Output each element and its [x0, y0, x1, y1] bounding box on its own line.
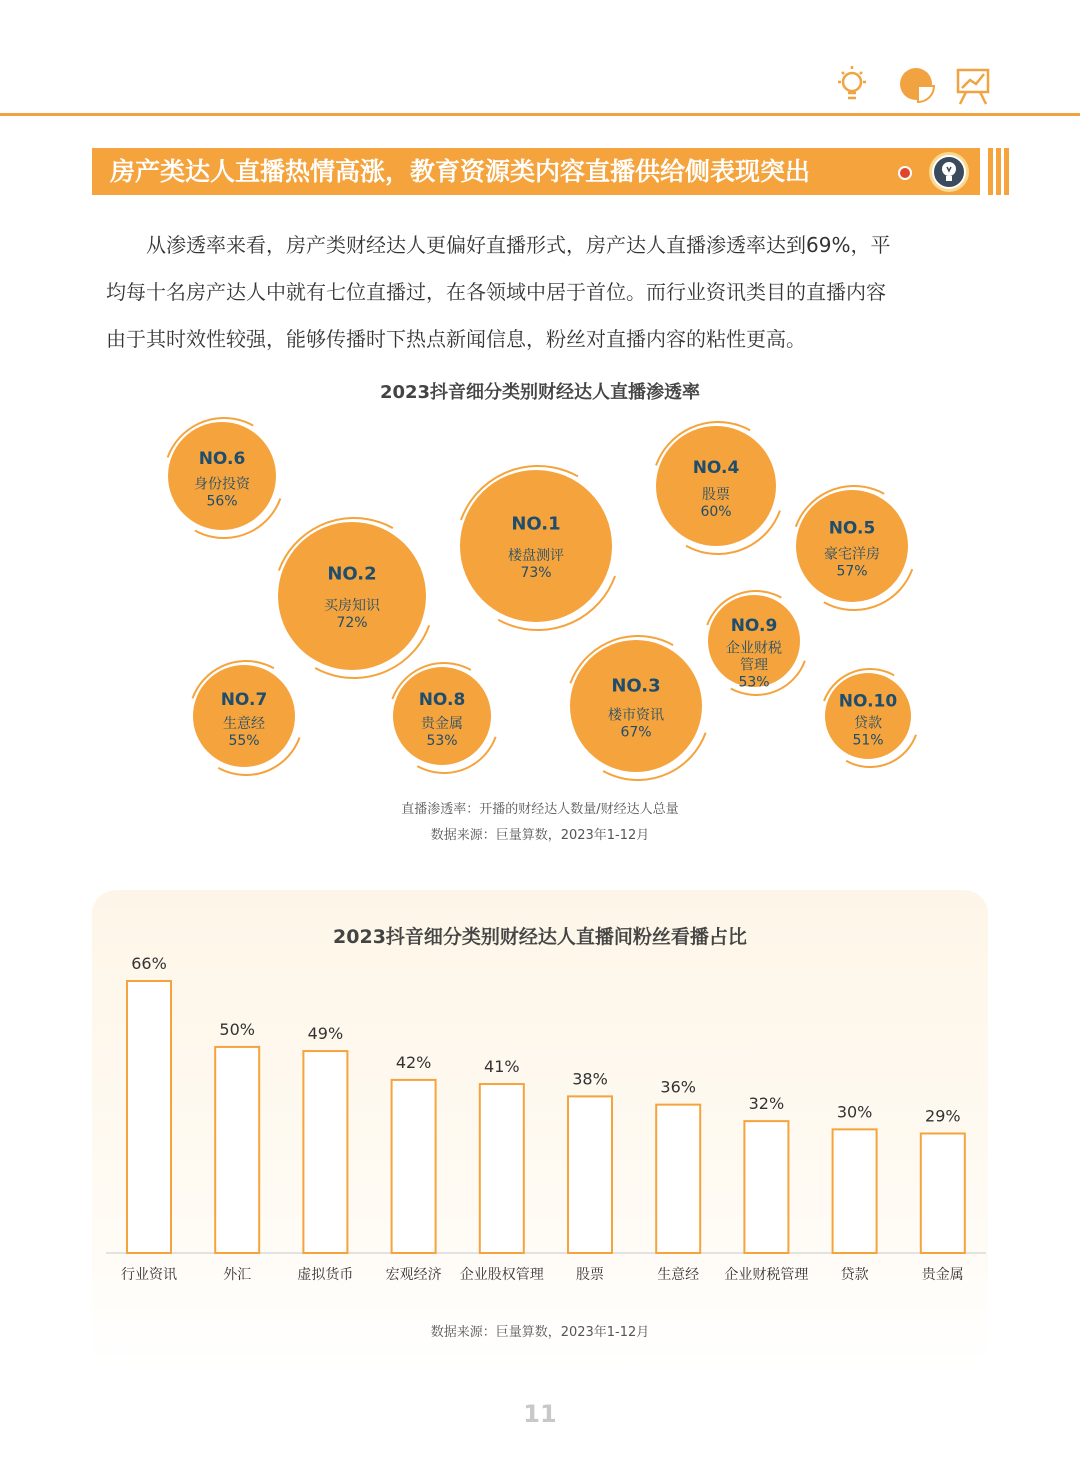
bubble-chart-title: 2023抖音细分类别财经达人直播渗透率 — [379, 382, 701, 403]
bubble-value: 55% — [228, 733, 260, 750]
bar-value-label: 42% — [395, 1052, 432, 1072]
bubble-rank: NO.4 — [692, 457, 740, 478]
bar-category-label: 外汇 — [223, 1267, 252, 1283]
bar-category-label: 行业资讯 — [121, 1267, 177, 1283]
bubble-rank: NO.9 — [730, 615, 778, 636]
bubble-rank: NO.7 — [220, 689, 268, 710]
bubble-category: 生意经 — [223, 716, 265, 733]
bar-value-label: 38% — [572, 1069, 608, 1089]
bubble-category: 管理 — [740, 657, 768, 674]
bar-category-label: 股票 — [576, 1267, 604, 1283]
bubble-rank: NO.6 — [198, 449, 246, 470]
presentation-icon — [958, 70, 988, 104]
bar-category-label: 生意经 — [657, 1267, 700, 1283]
bubble-category: 楼盘测评 — [508, 548, 564, 565]
bar — [127, 981, 171, 1253]
bar — [568, 1096, 612, 1253]
bar-value-label: 30% — [836, 1102, 873, 1122]
page-number: 11 — [523, 1400, 557, 1428]
bubble-rank: NO.2 — [327, 563, 377, 585]
bubble-rank: NO.10 — [838, 691, 898, 712]
bubble — [807, 655, 933, 781]
bar-category-label: 贷款 — [840, 1267, 869, 1283]
bar-category-label: 贵金属 — [921, 1267, 964, 1283]
bubble-category: 豪宅洋房 — [824, 546, 880, 563]
bubble-category: 楼市资讯 — [608, 707, 664, 724]
bubble-value: 53% — [426, 732, 458, 749]
lightbulb-icon — [838, 66, 866, 98]
bubble-category: 贷款 — [854, 715, 882, 732]
bar-category-label: 企业股权管理 — [459, 1267, 544, 1283]
bar — [215, 1047, 259, 1253]
bubble — [689, 576, 822, 709]
bubble — [433, 443, 643, 653]
penetration-definition-note: 直播渗透率：开播的财经达人数量/财经达人总量 — [401, 802, 679, 817]
bar-category-label: 企业财税管理 — [724, 1267, 809, 1283]
bubble-circle — [278, 522, 426, 670]
bubble — [775, 469, 934, 628]
body-paragraph — [106, 222, 976, 363]
bubble — [374, 648, 515, 789]
banner-end-bars — [988, 148, 1010, 195]
bar-value-label: 50% — [219, 1019, 255, 1039]
bubble-value: 56% — [206, 493, 238, 510]
bubble-source-note: 数据来源：巨量算数，2023年1-12月 — [430, 828, 650, 843]
bar — [392, 1080, 436, 1253]
paragraph-line: 均每十名房产达人中就有七位直播过，在各领域中居于首位。而行业资讯类目的直播内容 — [106, 280, 886, 304]
bar — [744, 1121, 788, 1253]
bubble-value: 60% — [700, 503, 732, 520]
header-rule — [0, 113, 1080, 116]
lightbulb-badge-icon — [926, 149, 972, 195]
bubble — [173, 645, 319, 790]
bar-value-label: 41% — [484, 1057, 520, 1077]
bar-value-label: 36% — [660, 1077, 696, 1097]
bar — [656, 1105, 700, 1253]
bubble-value: 67% — [620, 724, 652, 741]
bar-chart — [100, 950, 990, 1300]
bar-value-label: 49% — [307, 1024, 344, 1044]
bubble-value: 73% — [520, 565, 552, 582]
bubble-category: 身份投资 — [194, 476, 250, 493]
bubble-category: 企业财税 — [726, 640, 782, 657]
bar-value-label: 32% — [748, 1094, 785, 1114]
bubble-category: 股票 — [702, 486, 730, 503]
section-title-banner — [92, 148, 980, 195]
bubble-circle — [570, 640, 702, 772]
section-title: 房产类达人直播热情高涨，教育资源类内容直播供给侧表现突出 — [110, 157, 811, 186]
bubble — [147, 410, 301, 555]
bubble-circle — [460, 470, 612, 622]
header-icons — [830, 62, 1000, 110]
bar-category-label: 虚拟货币 — [297, 1267, 354, 1283]
paragraph-line: 从渗透率来看，房产类财经达人更偏好直播形式，房产达人直播渗透率达到69%，平 — [146, 233, 891, 257]
bar — [303, 1051, 347, 1253]
bubble-category: 贵金属 — [421, 715, 463, 732]
bubble — [633, 410, 802, 573]
bubble-rank: NO.1 — [511, 513, 561, 535]
bubble-chart — [0, 410, 1080, 790]
bubble-value: 51% — [852, 732, 884, 749]
red-dot-icon — [898, 166, 912, 180]
bar-value-label: 66% — [131, 954, 167, 973]
bubble-rank: NO.8 — [418, 690, 466, 711]
paragraph-line: 由于其时效性较强，能够传播时下热点新闻信息，粉丝对直播内容的粘性更高。 — [106, 327, 806, 351]
bar — [921, 1133, 965, 1253]
bubble-rank: NO.3 — [611, 675, 661, 697]
bubble-category: 买房知识 — [324, 597, 380, 614]
bubble-rank: NO.5 — [828, 518, 876, 539]
bar-value-label: 29% — [925, 1106, 961, 1126]
bar-source-note: 数据来源：巨量算数，2023年1-12月 — [430, 1325, 650, 1340]
bubble — [546, 616, 731, 790]
bubble-value: 57% — [836, 563, 868, 580]
bar-category-label: 宏观经济 — [385, 1267, 442, 1283]
bar — [833, 1129, 877, 1253]
bar-chart-title: 2023抖音细分类别财经达人直播间粉丝看播占比 — [333, 926, 747, 948]
bar — [480, 1084, 524, 1253]
bubble-value: 72% — [336, 614, 368, 631]
bubble-value: 53% — [738, 674, 770, 691]
pie-chart-icon — [900, 68, 934, 102]
